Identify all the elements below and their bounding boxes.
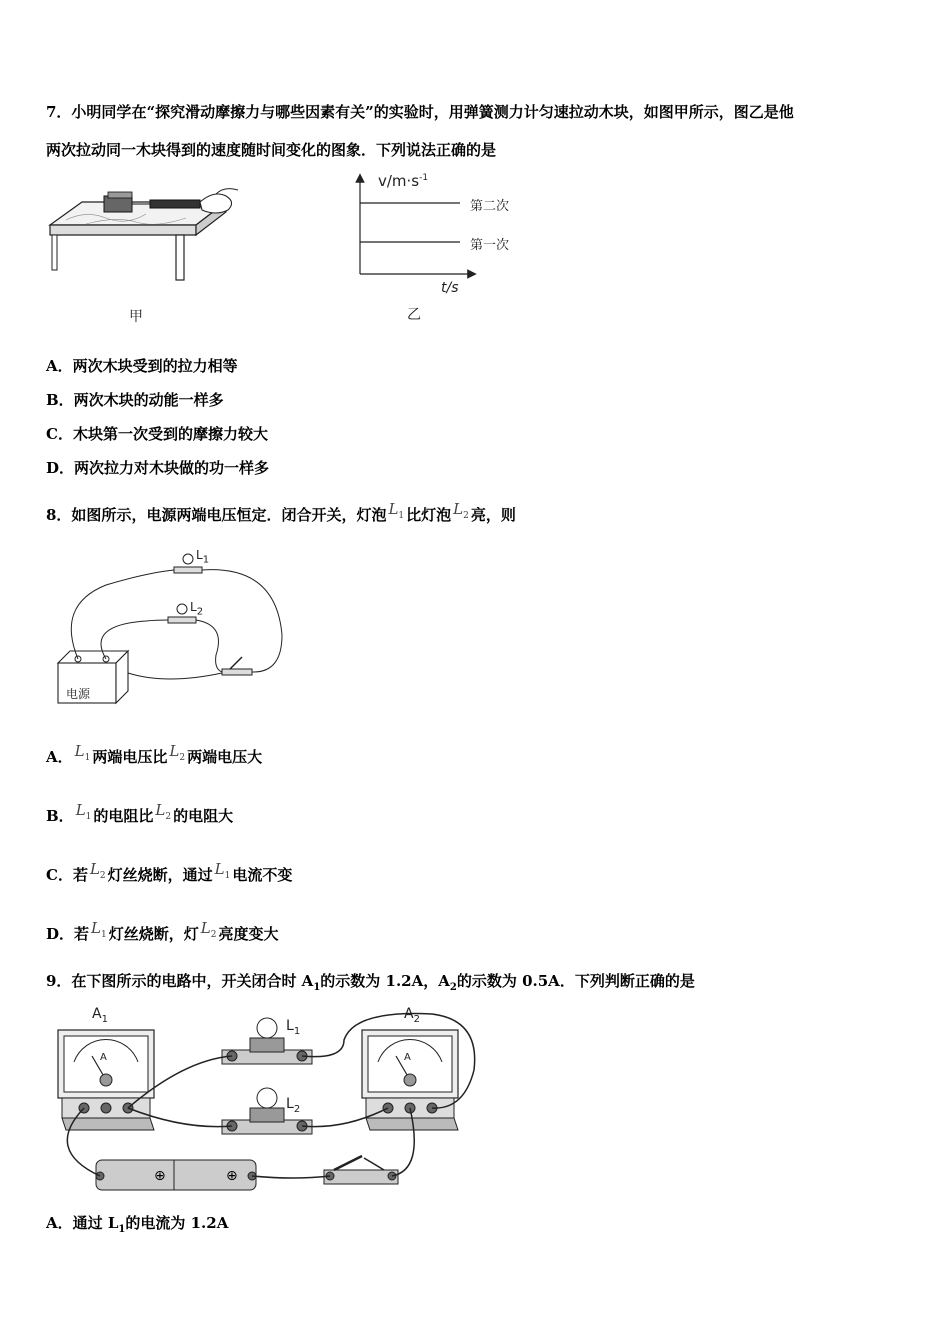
q7-option-a: A．两次木块受到的拉力相等 — [46, 357, 238, 375]
q7-graph-label-first: 第一次 — [470, 238, 510, 253]
q9-option-a: A．通过 $L_1$的电流为 1.2A — [46, 1214, 229, 1235]
q9-fig-meter-unit-2: A — [404, 1052, 411, 1063]
q8-fig-L1-label: $L_1$ — [196, 548, 210, 566]
q8-stem: 8．如图所示，电源两端电压恒定．闭合开关，灯泡 $L_1$ 比灯泡 $L_2$ 亮，则 — [46, 500, 516, 524]
ammeter-a1 — [58, 1030, 154, 1130]
q8-option-b: B． $L_1$ 的电阻比 $L_2$ 的电阻大 — [46, 801, 234, 825]
q7-stem-line1: 7．小明同学在“探究滑动摩擦力与哪些因素有关”的实验时，用弹簧测力计匀速拉动木块，如图甲所示，图乙是他 — [46, 103, 794, 121]
q7-option-b: B．两次木块的动能一样多 — [46, 391, 224, 409]
q7-option-c: C．木块第一次受到的摩擦力较大 — [46, 425, 268, 443]
q8-power-label: 电源 — [66, 687, 91, 701]
q7-figure-jia — [46, 180, 246, 290]
q7-graph-ylabel: $v/m\cdot s^{-1}$ — [378, 172, 429, 190]
q7-stem-line2: 两次拉动同一木块得到的速度随时间变化的图象．下列说法正确的是 — [46, 141, 497, 159]
q9-fig-A1-label: $A_1$ — [92, 1006, 108, 1025]
q8-var-L2: $L_2$ — [453, 500, 469, 521]
q8-option-d: D．若 $L_1$ 灯丝烧断，灯 $L_2$ 亮度变大 — [46, 919, 279, 943]
q9-circuit-figure — [44, 1000, 484, 1200]
ammeter-a2 — [362, 1030, 458, 1130]
q9-fig-L1-label: $L_1$ — [286, 1018, 301, 1037]
switch — [324, 1156, 398, 1184]
q7-fig-jia-caption: 甲 — [129, 309, 143, 325]
q9-fig-meter-unit-1: A — [100, 1052, 107, 1063]
q9-stem: 9．在下图所示的电路中，开关闭合时 $A_1$的示数为 1.2A，$A_2$的示数为 0.5A．下列判断正确的是 — [46, 972, 695, 993]
svg-text:⊕: ⊕ — [154, 1168, 166, 1184]
q9-fig-L2-label: $L_2$ — [286, 1096, 301, 1115]
svg-text:⊕: ⊕ — [226, 1168, 238, 1184]
q8-option-c: C．若 $L_2$ 灯丝烧断，通过 $L_1$ 电流不变 — [46, 860, 293, 884]
q7-fig-yi-caption: 乙 — [407, 307, 421, 323]
q8-option-a: A． $L_1$ 两端电压比 $L_2$ 两端电压大 — [46, 742, 263, 766]
q7-graph-xlabel: t/s — [441, 280, 459, 296]
q8-var-L1: $L_1$ — [388, 500, 405, 521]
q7-graph-label-second: 第二次 — [470, 199, 510, 214]
q7-option-d: D．两次拉力对木块做的功一样多 — [46, 459, 270, 477]
battery — [96, 1160, 256, 1190]
q9-fig-A2-label: $A_2$ — [404, 1006, 420, 1025]
q8-fig-L2-label: $L_2$ — [190, 600, 204, 618]
